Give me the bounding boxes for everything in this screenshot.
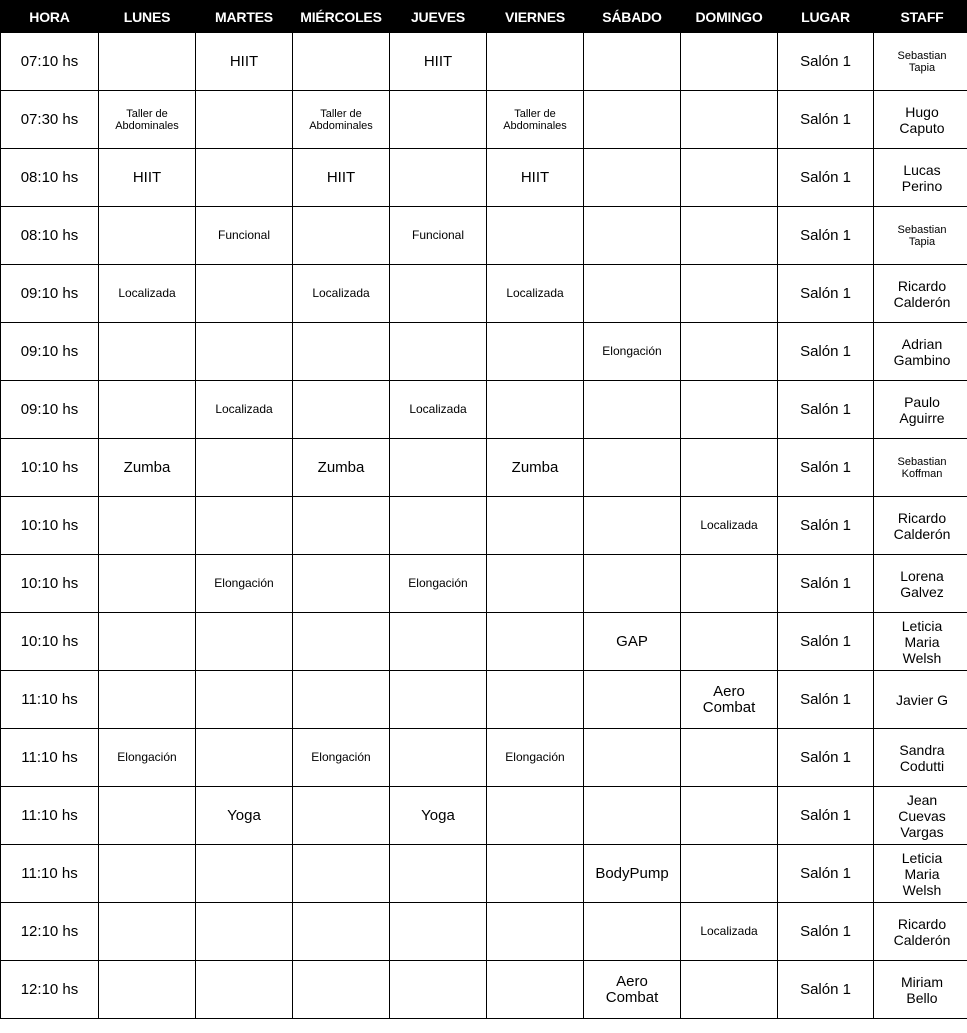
class-cell-martes — [196, 497, 293, 555]
class-cell-martes — [196, 91, 293, 149]
class-cell-martes — [196, 381, 293, 439]
class-cell-viernes — [487, 91, 584, 149]
class-cell-sabado — [584, 439, 681, 497]
time-cell: 07:10 hs — [1, 33, 99, 91]
class-name: Elongación — [117, 750, 177, 764]
class-cell-domingo — [681, 671, 778, 729]
class-name: HIIT — [423, 52, 453, 70]
instructor-name: Miriam Bello — [901, 973, 943, 1006]
location-cell: Salón 1 — [778, 149, 874, 207]
class-name: Taller de Abdominales — [503, 107, 567, 132]
class-cell-martes — [196, 903, 293, 961]
instructor-name: Sebastian Koffman — [897, 455, 947, 480]
class-name: Localizada — [312, 286, 370, 300]
class-cell-lunes — [99, 787, 196, 845]
class-cell-viernes — [487, 613, 584, 671]
staff-cell — [874, 439, 967, 497]
column-header-lunes: LUNES — [99, 1, 196, 33]
time-cell: 09:10 hs — [1, 381, 99, 439]
class-cell-miercoles — [293, 207, 390, 265]
class-cell-domingo — [681, 439, 778, 497]
class-cell-martes — [196, 439, 293, 497]
class-cell-jueves — [390, 207, 487, 265]
class-cell-miercoles — [293, 555, 390, 613]
instructor-name: Ricardo Calderón — [893, 915, 951, 948]
table-row — [1, 91, 967, 149]
class-cell-miercoles — [293, 497, 390, 555]
staff-cell — [874, 613, 967, 671]
column-header-jueves: JUEVES — [390, 1, 487, 33]
class-cell-jueves — [390, 787, 487, 845]
class-cell-domingo — [681, 845, 778, 903]
class-cell-viernes — [487, 845, 584, 903]
class-cell-lunes — [99, 961, 196, 1019]
class-name: Yoga — [421, 806, 455, 824]
class-name: Zumba — [123, 458, 171, 476]
class-cell-miercoles — [293, 613, 390, 671]
class-cell-lunes — [99, 323, 196, 381]
class-cell-domingo — [681, 787, 778, 845]
instructor-name: Leticia Maria Welsh — [901, 849, 943, 898]
class-name: HIIT — [326, 168, 356, 186]
instructor-name: Ricardo Calderón — [893, 277, 951, 310]
table-row — [1, 671, 967, 729]
time-cell: 11:10 hs — [1, 671, 99, 729]
location-cell: Salón 1 — [778, 729, 874, 787]
class-cell-domingo — [681, 961, 778, 1019]
staff-cell — [874, 497, 967, 555]
staff-cell — [874, 787, 967, 845]
class-cell-lunes — [99, 381, 196, 439]
class-cell-viernes — [487, 33, 584, 91]
class-cell-jueves — [390, 845, 487, 903]
class-name: Localizada — [700, 924, 758, 938]
class-cell-miercoles — [293, 903, 390, 961]
instructor-name: Lucas Perino — [901, 161, 943, 194]
class-cell-domingo — [681, 33, 778, 91]
class-cell-miercoles — [293, 787, 390, 845]
instructor-name: Hugo Caputo — [899, 103, 945, 136]
class-cell-sabado — [584, 323, 681, 381]
class-cell-martes — [196, 265, 293, 323]
class-cell-sabado — [584, 381, 681, 439]
class-cell-viernes — [487, 497, 584, 555]
class-cell-miercoles — [293, 149, 390, 207]
class-cell-viernes — [487, 671, 584, 729]
class-cell-sabado — [584, 671, 681, 729]
table-row — [1, 613, 967, 671]
time-cell: 12:10 hs — [1, 903, 99, 961]
class-cell-sabado — [584, 265, 681, 323]
class-cell-jueves — [390, 903, 487, 961]
location-cell: Salón 1 — [778, 613, 874, 671]
staff-cell — [874, 265, 967, 323]
staff-cell — [874, 729, 967, 787]
class-cell-lunes — [99, 439, 196, 497]
table-row — [1, 903, 967, 961]
time-cell: 10:10 hs — [1, 555, 99, 613]
class-cell-sabado — [584, 903, 681, 961]
class-cell-miercoles — [293, 439, 390, 497]
class-name: HIIT — [132, 168, 162, 186]
staff-cell — [874, 207, 967, 265]
class-cell-miercoles — [293, 265, 390, 323]
class-name: BodyPump — [595, 864, 669, 882]
instructor-name: Adrian Gambino — [893, 335, 951, 368]
staff-cell — [874, 149, 967, 207]
class-name: Localizada — [118, 286, 176, 300]
class-name: Localizada — [506, 286, 564, 300]
time-cell: 10:10 hs — [1, 497, 99, 555]
location-cell: Salón 1 — [778, 671, 874, 729]
class-name: HIIT — [520, 168, 550, 186]
class-cell-miercoles — [293, 323, 390, 381]
class-cell-miercoles — [293, 729, 390, 787]
table-row — [1, 439, 967, 497]
class-cell-jueves — [390, 613, 487, 671]
class-cell-jueves — [390, 671, 487, 729]
class-name: Localizada — [215, 402, 273, 416]
class-name: Zumba — [511, 458, 559, 476]
class-name: Localizada — [409, 402, 467, 416]
class-name: Elongación — [505, 750, 565, 764]
class-cell-viernes — [487, 729, 584, 787]
instructor-name: Javier G — [895, 691, 949, 708]
class-cell-martes — [196, 787, 293, 845]
instructor-name: Leticia Maria Welsh — [901, 617, 943, 666]
class-cell-domingo — [681, 555, 778, 613]
class-name: GAP — [616, 632, 648, 650]
column-header-martes: MARTES — [196, 1, 293, 33]
class-cell-jueves — [390, 555, 487, 613]
table-row — [1, 497, 967, 555]
class-cell-sabado — [584, 845, 681, 903]
instructor-name: Paulo Aguirre — [899, 393, 945, 426]
location-cell: Salón 1 — [778, 265, 874, 323]
class-name: HIIT — [229, 52, 259, 70]
time-cell: 07:30 hs — [1, 91, 99, 149]
class-cell-lunes — [99, 845, 196, 903]
staff-cell — [874, 555, 967, 613]
time-cell: 10:10 hs — [1, 613, 99, 671]
class-cell-martes — [196, 323, 293, 381]
class-cell-miercoles — [293, 961, 390, 1019]
class-name: Aero Combat — [605, 972, 659, 1006]
column-header-domingo: DOMINGO — [681, 1, 778, 33]
location-cell: Salón 1 — [778, 323, 874, 381]
class-cell-martes — [196, 149, 293, 207]
class-cell-viernes — [487, 961, 584, 1019]
class-cell-martes — [196, 33, 293, 91]
class-cell-martes — [196, 671, 293, 729]
class-cell-lunes — [99, 149, 196, 207]
class-cell-jueves — [390, 323, 487, 381]
class-cell-domingo — [681, 149, 778, 207]
time-cell: 10:10 hs — [1, 439, 99, 497]
column-header-lugar: LUGAR — [778, 1, 874, 33]
staff-cell — [874, 91, 967, 149]
staff-cell — [874, 961, 967, 1019]
class-name: Taller de Abdominales — [309, 107, 373, 132]
time-cell: 08:10 hs — [1, 149, 99, 207]
class-cell-viernes — [487, 787, 584, 845]
class-name: Zumba — [317, 458, 365, 476]
class-cell-miercoles — [293, 33, 390, 91]
location-cell: Salón 1 — [778, 787, 874, 845]
time-cell: 11:10 hs — [1, 729, 99, 787]
class-cell-domingo — [681, 91, 778, 149]
class-name: Aero Combat — [702, 682, 756, 716]
table-row — [1, 845, 967, 903]
class-cell-viernes — [487, 381, 584, 439]
class-cell-martes — [196, 207, 293, 265]
class-cell-martes — [196, 845, 293, 903]
staff-cell — [874, 381, 967, 439]
location-cell: Salón 1 — [778, 961, 874, 1019]
location-cell: Salón 1 — [778, 91, 874, 149]
class-cell-lunes — [99, 613, 196, 671]
column-header-hora: HORA — [1, 1, 99, 33]
class-cell-lunes — [99, 671, 196, 729]
table-row — [1, 729, 967, 787]
class-cell-jueves — [390, 439, 487, 497]
column-header-viernes: VIERNES — [487, 1, 584, 33]
table-row — [1, 961, 967, 1019]
location-cell: Salón 1 — [778, 497, 874, 555]
table-row — [1, 33, 967, 91]
instructor-name: Lorena Galvez — [900, 567, 944, 600]
location-cell: Salón 1 — [778, 33, 874, 91]
table-row — [1, 323, 967, 381]
table-header — [1, 1, 967, 33]
table-row — [1, 265, 967, 323]
class-cell-lunes — [99, 555, 196, 613]
location-cell: Salón 1 — [778, 381, 874, 439]
class-name: Elongación — [408, 576, 468, 590]
location-cell: Salón 1 — [778, 439, 874, 497]
class-cell-sabado — [584, 497, 681, 555]
location-cell: Salón 1 — [778, 903, 874, 961]
class-name: Elongación — [214, 576, 274, 590]
class-cell-sabado — [584, 729, 681, 787]
class-cell-sabado — [584, 787, 681, 845]
class-name: Funcional — [217, 228, 271, 242]
class-cell-martes — [196, 555, 293, 613]
table-body — [1, 33, 967, 1019]
column-header-staff: STAFF — [874, 1, 967, 33]
class-cell-domingo — [681, 497, 778, 555]
class-cell-sabado — [584, 91, 681, 149]
class-cell-miercoles — [293, 381, 390, 439]
class-cell-domingo — [681, 903, 778, 961]
table-row — [1, 555, 967, 613]
class-cell-jueves — [390, 497, 487, 555]
class-cell-domingo — [681, 729, 778, 787]
class-cell-jueves — [390, 729, 487, 787]
class-name: Funcional — [411, 228, 465, 242]
class-cell-miercoles — [293, 91, 390, 149]
instructor-name: Sebastian Tapia — [897, 49, 947, 74]
class-cell-viernes — [487, 265, 584, 323]
class-cell-jueves — [390, 149, 487, 207]
staff-cell — [874, 33, 967, 91]
class-cell-lunes — [99, 207, 196, 265]
class-cell-jueves — [390, 91, 487, 149]
time-cell: 11:10 hs — [1, 787, 99, 845]
location-cell: Salón 1 — [778, 555, 874, 613]
class-cell-jueves — [390, 265, 487, 323]
class-cell-jueves — [390, 33, 487, 91]
header-row — [1, 1, 967, 33]
class-cell-martes — [196, 729, 293, 787]
class-cell-viernes — [487, 149, 584, 207]
class-cell-sabado — [584, 961, 681, 1019]
class-cell-domingo — [681, 381, 778, 439]
class-cell-lunes — [99, 729, 196, 787]
staff-cell — [874, 323, 967, 381]
instructor-name: Ricardo Calderón — [893, 509, 951, 542]
class-cell-domingo — [681, 613, 778, 671]
time-cell: 11:10 hs — [1, 845, 99, 903]
time-cell: 12:10 hs — [1, 961, 99, 1019]
class-cell-domingo — [681, 207, 778, 265]
class-name: Localizada — [700, 518, 758, 532]
class-cell-jueves — [390, 961, 487, 1019]
time-cell: 09:10 hs — [1, 265, 99, 323]
class-cell-viernes — [487, 323, 584, 381]
class-name: Yoga — [227, 806, 261, 824]
class-cell-viernes — [487, 439, 584, 497]
instructor-name: Jean Cuevas Vargas — [898, 791, 946, 840]
table-row — [1, 787, 967, 845]
class-cell-sabado — [584, 33, 681, 91]
class-cell-sabado — [584, 149, 681, 207]
class-cell-jueves — [390, 381, 487, 439]
class-cell-lunes — [99, 265, 196, 323]
table-row — [1, 381, 967, 439]
class-cell-miercoles — [293, 671, 390, 729]
location-cell: Salón 1 — [778, 845, 874, 903]
location-cell: Salón 1 — [778, 207, 874, 265]
class-name: Elongación — [602, 344, 662, 358]
column-header-sabado: SÁBADO — [584, 1, 681, 33]
class-cell-lunes — [99, 903, 196, 961]
class-cell-sabado — [584, 613, 681, 671]
class-cell-lunes — [99, 33, 196, 91]
column-header-miercoles: MIÉRCOLES — [293, 1, 390, 33]
class-cell-sabado — [584, 207, 681, 265]
class-name: Taller de Abdominales — [115, 107, 179, 132]
staff-cell — [874, 903, 967, 961]
class-cell-domingo — [681, 265, 778, 323]
instructor-name: Sebastian Tapia — [897, 223, 947, 248]
class-cell-lunes — [99, 91, 196, 149]
staff-cell — [874, 845, 967, 903]
class-cell-sabado — [584, 555, 681, 613]
staff-cell — [874, 671, 967, 729]
time-cell: 08:10 hs — [1, 207, 99, 265]
class-cell-domingo — [681, 323, 778, 381]
class-cell-martes — [196, 961, 293, 1019]
table-row — [1, 207, 967, 265]
class-cell-miercoles — [293, 845, 390, 903]
class-cell-viernes — [487, 555, 584, 613]
class-cell-viernes — [487, 903, 584, 961]
instructor-name: Sandra Codutti — [899, 741, 945, 774]
class-name: Elongación — [311, 750, 371, 764]
class-cell-lunes — [99, 497, 196, 555]
class-cell-martes — [196, 613, 293, 671]
class-cell-viernes — [487, 207, 584, 265]
time-cell: 09:10 hs — [1, 323, 99, 381]
table-row — [1, 149, 967, 207]
